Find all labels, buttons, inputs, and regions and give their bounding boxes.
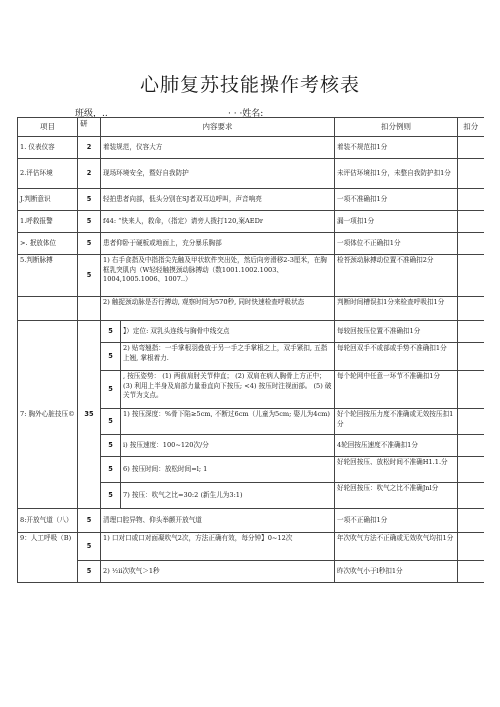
row-deduct (458, 457, 484, 483)
row-score: 5 (78, 211, 101, 233)
row-item: J.判断意识 (18, 189, 78, 211)
row-deduct (458, 509, 484, 533)
row-deduct (458, 561, 484, 583)
assessment-table (17, 117, 484, 583)
row-deduct (458, 371, 484, 409)
row-deduct (458, 533, 484, 561)
row-deduct (458, 137, 484, 159)
row-deduct (458, 409, 484, 435)
row-rule: 每较回按压位置不准确扣1分 (335, 321, 458, 343)
table-row (18, 189, 484, 211)
row-content: 2) 贴弯翘指：一手掌根羽叠放于另一手之手掌根之上，双手紧扣, 五指上翘, 掌根着力. (121, 343, 335, 371)
header-score: 研 (78, 118, 101, 137)
row-content: f44: “快来人，救命，（指定）请旁人拨打120,案AEDr (101, 211, 335, 233)
row-content: 1) 按压深度：%骨下陷≥5cm, 不断过6cm（儿童为5cm; 娶儿为4cm) (121, 409, 335, 435)
name-label: · · ·姓名: (228, 109, 264, 119)
table-row (18, 533, 484, 561)
row-item: 7: 胸外心脏技压© (18, 321, 78, 509)
row-rule: 年次吹气方法不正确或无效吹气均扣1分 (335, 533, 458, 561)
row-item: 1. 仪表仪容 (18, 137, 78, 159)
row-rule: 判断时间槽误扣1分来检查呼吸扣1分 (335, 297, 458, 321)
row-score: 5 (78, 255, 101, 297)
row-sub-score: 5 (101, 343, 121, 371)
row-content: 1) 右手食指及中指指尖先触及甲状软件突出处，然后向旁滑移2-3厘米，在胸框乳突肌内（W轻轻触摸颈动脉搏动（数1001.1002.1003、1004,1005.1006、1007..） (101, 255, 335, 297)
row-score: 2 (78, 159, 101, 189)
row-rule: 漏一项扣1分 (335, 211, 458, 233)
row-sub-score: 5 (101, 435, 121, 457)
row-deduct (458, 159, 484, 189)
row-item: 9：人工呼吸（B) (18, 533, 78, 583)
row-score: 5 (78, 233, 101, 255)
row-score: 5 (78, 189, 101, 211)
row-deduct (458, 297, 484, 321)
table-row (18, 137, 484, 159)
row-rule: 每个轮网中任意一环节不准确扣1分 (335, 371, 458, 409)
row-content: i) 按压速度：100~120次/分 (121, 435, 335, 457)
row-rule: 未评估环境扣1分，未整自我防护扣1分 (335, 159, 458, 189)
row-rule: 一项不正确扣1分 (335, 509, 458, 533)
row-content: 清理口腔异物、仰头举颤开放气道 (101, 509, 335, 533)
row-item: >. 抿放体位 (18, 233, 78, 255)
row-item: 8:开放气道（八） (18, 509, 78, 533)
row-rule: 一项体位不正确扣1分 (335, 233, 458, 255)
row-deduct (458, 189, 484, 211)
table-row (18, 297, 484, 321)
header-content: 内容要求 (101, 118, 335, 137)
table-row (18, 509, 484, 533)
row-deduct (458, 435, 484, 457)
row-content: 轻拍患者向部，低头分别在SJ者双耳边呼叫，声音响亮 (101, 189, 335, 211)
row-deduct (458, 255, 484, 297)
row-item: 5.判断脉搏 (18, 255, 78, 297)
table-row (18, 561, 484, 583)
row-sub-score: 5 (101, 457, 121, 483)
table-row (18, 255, 484, 297)
row-sub-score: 5 (101, 321, 121, 343)
table-row (18, 159, 484, 189)
header-rule: 扣分例则 (335, 118, 458, 137)
row-score: 5 (78, 509, 101, 533)
row-rule: 4轮回按压速度不准确扣1分 (335, 435, 458, 457)
row-score: 5 (78, 533, 101, 561)
row-rule: 一项不准确扣1分 (335, 189, 458, 211)
row-rule: 昨次吹气小于l秒扣1分 (335, 561, 458, 583)
row-deduct (458, 233, 484, 255)
row-item: 2.评估环境 (18, 159, 78, 189)
row-content: 患者仰卧于硬板或地面上，充分暴乐胸部 (101, 233, 335, 255)
row-content: , 按压姿势： (1) 两前肩肘关节伸直； (2) 双肩在病人胸骨上方正中； (3) 利用上半身及肩部力量垂直向下按压; <4) 按压时注视面部。 (5) 破关节为支点。 (121, 371, 335, 409)
row-sub-score: 5 (101, 409, 121, 435)
table-row (18, 321, 484, 343)
row-content: 7) 按压：吹气之比=30:2 (新生儿为3:1) (121, 483, 335, 509)
row-rule: 好轮回按压：吹气之比不准确Jnl分 (335, 483, 458, 509)
row-score (78, 297, 101, 321)
row-rule: 检苔颈动脉搏动位置不准确扣2分 (335, 255, 458, 297)
row-score: 5 (78, 561, 101, 583)
row-content: 2) ½ii次吹气＞1秒 (101, 561, 335, 583)
row-content: 2) 触捉颈动脉是否行搏动, 观察时间为570秒, 同时快速检查呼吸状态 (101, 297, 335, 321)
table-row (18, 211, 484, 233)
row-deduct (458, 211, 484, 233)
row-content: 1) 口对口或口对面凝吹气2次，方法正确有效，每分钟】0~12次 (101, 533, 335, 561)
form-title: 心肺复苏技能操作考核表 (139, 74, 360, 96)
table-row (18, 233, 484, 255)
row-sub-score: 5 (101, 483, 121, 509)
row-content: 着装规范，仪容大方 (101, 137, 335, 159)
row-rule: 每轮回双手不或部或手势不准确扣1分 (335, 343, 458, 371)
row-item: 1.呼救报警 (18, 211, 78, 233)
row-content: 6) 按压时间：放松时间=l; 1 (121, 457, 335, 483)
header-deduct: 扣分 (458, 118, 484, 137)
row-item (18, 297, 78, 321)
row-rule: 好轮回按压、放松时间不准确H1.1.分 (335, 457, 458, 483)
row-sub-score: 5 (101, 371, 121, 409)
row-deduct (458, 343, 484, 371)
header-row (18, 118, 484, 137)
row-deduct (458, 483, 484, 509)
class-label: 班级，.. (75, 109, 108, 119)
row-deduct (458, 321, 484, 343)
row-content: 】）定位: 双乳头连线与胸骨中线交点 (121, 321, 335, 343)
header-item: 项目 (18, 118, 78, 137)
row-content: 现场环境安全，暨好自我防护 (101, 159, 335, 189)
row-rule: 着装不规范扣1分 (335, 137, 458, 159)
row-score: 2 (78, 137, 101, 159)
row-rule: 好个轮回按压力度不准确或无效按压扣1分 (335, 409, 458, 435)
row-score: 35 (78, 321, 101, 509)
